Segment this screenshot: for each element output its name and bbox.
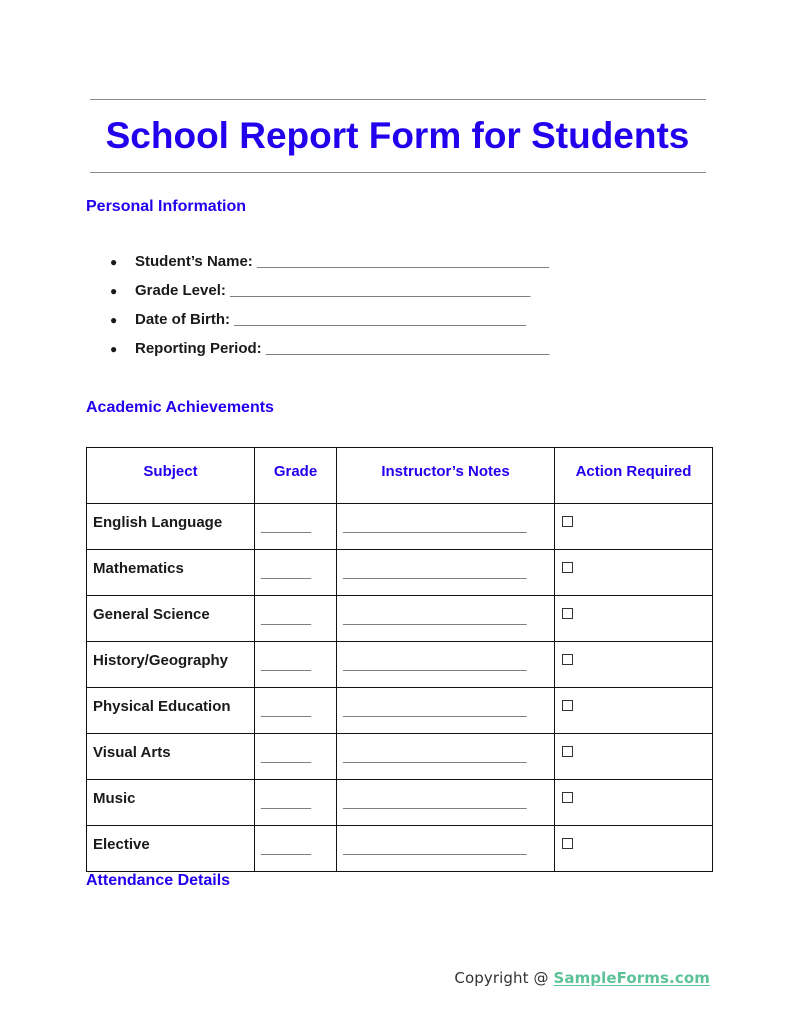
notes-blank[interactable]: ______________________	[337, 688, 555, 734]
action-required-checkbox[interactable]	[562, 838, 573, 849]
notes-blank[interactable]: ______________________	[337, 734, 555, 780]
column-header-grade: Grade	[255, 448, 337, 504]
action-required-cell	[555, 780, 713, 826]
field-label: Student’s Name:	[135, 253, 253, 270]
action-required-cell	[555, 504, 713, 550]
action-required-checkbox[interactable]	[562, 608, 573, 619]
bullet-icon: ●	[110, 313, 118, 327]
table-row	[87, 642, 713, 688]
subject-cell: Mathematics	[87, 550, 255, 596]
field-label: Reporting Period:	[135, 340, 262, 357]
action-required-checkbox[interactable]	[562, 516, 573, 527]
subject-cell: General Science	[87, 596, 255, 642]
notes-blank[interactable]: ______________________	[337, 826, 555, 872]
copyright-footer	[454, 969, 710, 987]
field-reporting-period	[110, 340, 549, 369]
grade-blank[interactable]: ______	[255, 780, 337, 826]
action-required-cell	[555, 550, 713, 596]
action-required-checkbox[interactable]	[562, 746, 573, 757]
field-label: Date of Birth:	[135, 311, 230, 328]
section-heading-personal-information: Personal Information	[86, 198, 247, 215]
grade-blank[interactable]: ______	[255, 734, 337, 780]
action-required-checkbox[interactable]	[562, 562, 573, 573]
table-row	[87, 550, 713, 596]
personal-info-field-list	[110, 253, 549, 369]
bullet-icon: ●	[110, 255, 118, 269]
date-of-birth-blank[interactable]: ___________________________________	[230, 311, 527, 328]
subject-cell: Elective	[87, 826, 255, 872]
title-bottom-rule	[90, 172, 706, 173]
notes-blank[interactable]: ______________________	[337, 504, 555, 550]
action-required-checkbox[interactable]	[562, 700, 573, 711]
field-student-name	[110, 253, 549, 282]
subject-cell: English Language	[87, 504, 255, 550]
title-top-rule	[90, 99, 706, 100]
field-date-of-birth	[110, 311, 549, 340]
column-header-action-required: Action Required	[555, 448, 713, 504]
sampleforms-link[interactable]: SampleForms.com	[553, 969, 710, 987]
action-required-cell	[555, 596, 713, 642]
grade-blank[interactable]: ______	[255, 504, 337, 550]
grade-blank[interactable]: ______	[255, 642, 337, 688]
grade-level-blank[interactable]: ____________________________________	[225, 282, 531, 299]
grade-blank[interactable]: ______	[255, 550, 337, 596]
subject-cell: Visual Arts	[87, 734, 255, 780]
action-required-cell	[555, 688, 713, 734]
column-header-subject: Subject	[87, 448, 255, 504]
section-heading-attendance-details: Attendance Details	[86, 872, 231, 889]
action-required-checkbox[interactable]	[562, 792, 573, 803]
table-row	[87, 504, 713, 550]
column-header-instructors-notes: Instructor’s Notes	[337, 448, 555, 504]
notes-blank[interactable]: ______________________	[337, 780, 555, 826]
action-required-cell	[555, 826, 713, 872]
subject-cell: History/Geography	[87, 642, 255, 688]
field-grade-level	[110, 282, 549, 311]
table-row	[87, 688, 713, 734]
table-row	[87, 596, 713, 642]
bullet-icon: ●	[110, 342, 118, 356]
notes-blank[interactable]: ______________________	[337, 596, 555, 642]
field-label: Grade Level:	[135, 282, 226, 299]
table-row	[87, 780, 713, 826]
action-required-checkbox[interactable]	[562, 654, 573, 665]
subject-cell: Music	[87, 780, 255, 826]
grade-blank[interactable]: ______	[255, 688, 337, 734]
copyright-text: Copyright @	[454, 969, 554, 987]
bullet-icon: ●	[110, 284, 118, 298]
notes-blank[interactable]: ______________________	[337, 550, 555, 596]
grade-blank[interactable]: ______	[255, 596, 337, 642]
academic-achievements-table	[86, 447, 713, 872]
action-required-cell	[555, 642, 713, 688]
subject-cell: Physical Education	[87, 688, 255, 734]
student-name-blank[interactable]: ___________________________________	[252, 253, 549, 270]
section-heading-academic-achievements: Academic Achievements	[86, 399, 274, 416]
reporting-period-blank[interactable]: __________________________________	[261, 340, 550, 357]
action-required-cell	[555, 734, 713, 780]
notes-blank[interactable]: ______________________	[337, 642, 555, 688]
table-row	[87, 734, 713, 780]
grade-blank[interactable]: ______	[255, 826, 337, 872]
table-header-row	[87, 448, 713, 504]
page-title: School Report Form for Students	[105, 115, 690, 156]
table-row	[87, 826, 713, 872]
